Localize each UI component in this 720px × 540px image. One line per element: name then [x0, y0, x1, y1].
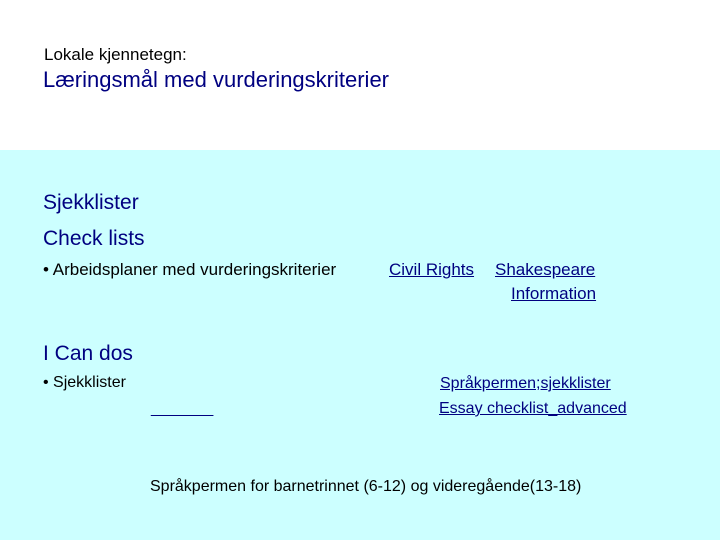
bullet-arbeidsplaner: • Arbeidsplaner med vurderingskriterier — [43, 260, 337, 279]
shakespeare-link[interactable]: Shakespeare — [495, 260, 596, 279]
heading-check-lists: Check lists — [43, 227, 145, 250]
bullet-sjekklister: • Sjekklister — [43, 374, 126, 391]
slide-title: Læringsmål med vurderingskriterier — [43, 67, 390, 92]
slide-header — [0, 0, 720, 150]
information-link[interactable]: Information — [511, 284, 597, 303]
civil-rights-link[interactable]: Civil Rights — [389, 260, 475, 279]
slide-subtitle: Lokale kjennetegn: — [44, 45, 187, 64]
sprakpermen-sjekklister-link[interactable]: Språkpermen;sjekklister — [440, 375, 611, 392]
heading-i-can-dos: I Can dos — [43, 342, 133, 365]
heading-sjekklister: Sjekklister — [43, 191, 139, 214]
sprakpermen-footer-text: Språkpermen for barnetrinnet (6-12) og videregående(13-18) — [150, 478, 582, 495]
blank-link-placeholder[interactable]: _______ — [151, 400, 214, 417]
essay-checklist-link[interactable]: Essay checklist_advanced — [439, 400, 627, 417]
